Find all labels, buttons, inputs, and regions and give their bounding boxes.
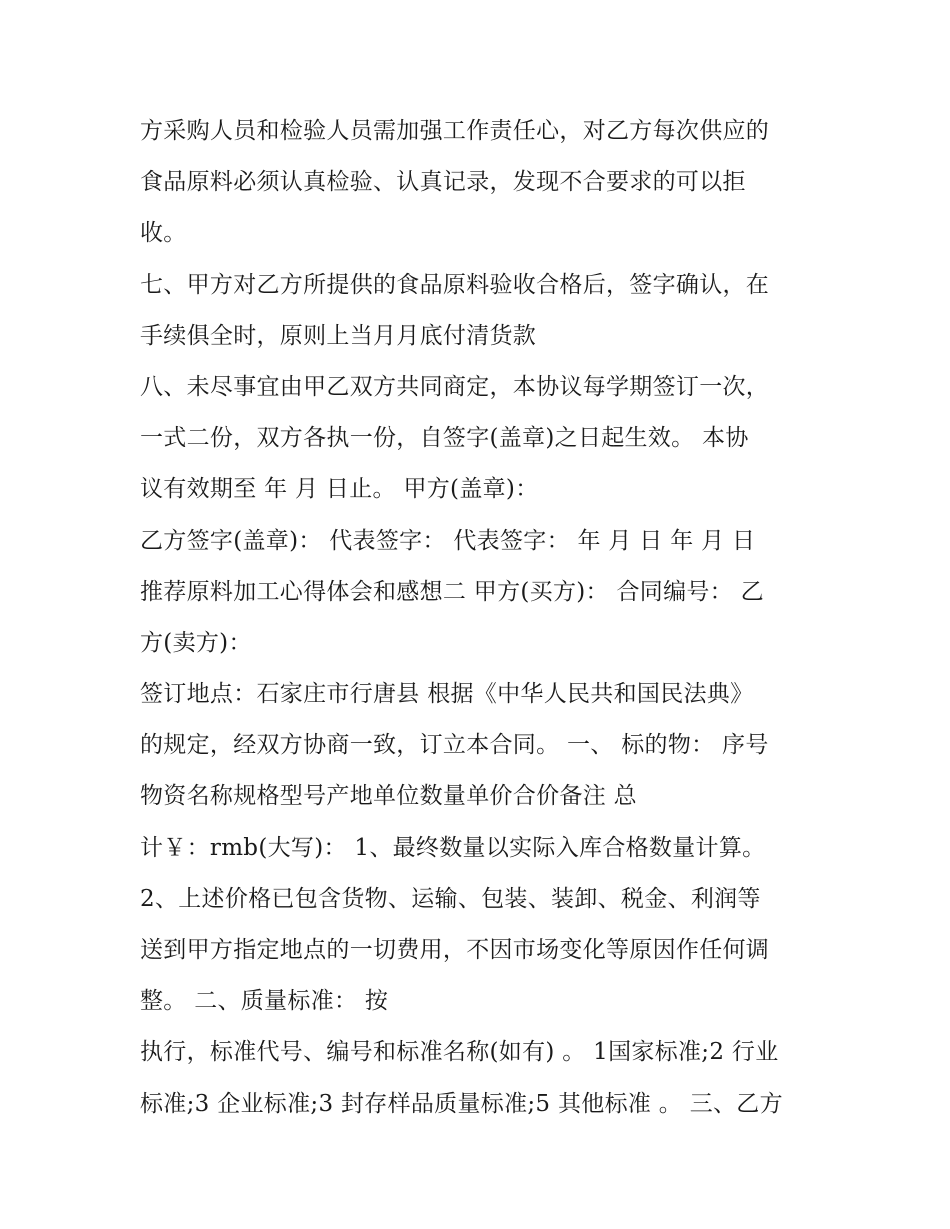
- text-line: 手续俱全时，原则上当月月底付清货款: [140, 322, 537, 349]
- text-line: 整。 二、质量标准： 按: [140, 988, 389, 1015]
- text-line: 计￥：rmb(大写)： 1、最终数量以实际入库合格数量计算。: [140, 834, 766, 861]
- text-line: 收。: [140, 220, 187, 247]
- text-line: 的规定，经双方协商一致，订立本合同。 一、 标的物： 序号: [140, 732, 769, 759]
- text-line: 送到甲方指定地点的一切费用，不因市场变化等原因作任何调: [140, 937, 770, 963]
- text-line: 七、甲方对乙方所提供的食品原料验收合格后，签字确认，在: [140, 271, 770, 298]
- text-line: 推荐原料加工心得体会和感想二 甲方(买方)： 合同编号： 乙: [140, 578, 764, 605]
- text-line: 八、未尽事宜由甲乙双方共同商定，本协议每学期签订一次，: [140, 373, 770, 400]
- text-line: 签订地点：石家庄市行唐县 根据《中华人民共和国民法典》: [140, 681, 754, 708]
- text-line: 标准;3 企业标准;3 封存样品质量标准;5 其他标准 。 三、乙方: [140, 1090, 783, 1117]
- text-line: 一式二份，双方各执一份，自签字(盖章)之日起生效。 本协: [140, 425, 749, 452]
- text-line: 食品原料必须认真检验、认真记录，发现不合要求的可以拒: [140, 169, 746, 196]
- text-line: 议有效期至 年 月 日止。 甲方(盖章)：: [140, 476, 539, 503]
- text-line: 执行，标准代号、编号和标准名称(如有) 。 1国家标准;2 行业: [140, 1039, 779, 1066]
- text-line: 乙方签字(盖章)： 代表签字： 代表签字： 年 月 日 年 月 日: [140, 527, 756, 554]
- text-line: 物资名称规格型号产地单位数量单价合价备注 总: [140, 783, 637, 810]
- text-line: 2、上述价格已包含货物、运输、包装、装卸、税金、利润等: [140, 885, 761, 912]
- body-text: [140, 106, 830, 1130]
- text-line: 方(卖方)：: [140, 629, 252, 656]
- text-line: 方采购人员和检验人员需加强工作责任心，对乙方每次供应的: [140, 118, 770, 144]
